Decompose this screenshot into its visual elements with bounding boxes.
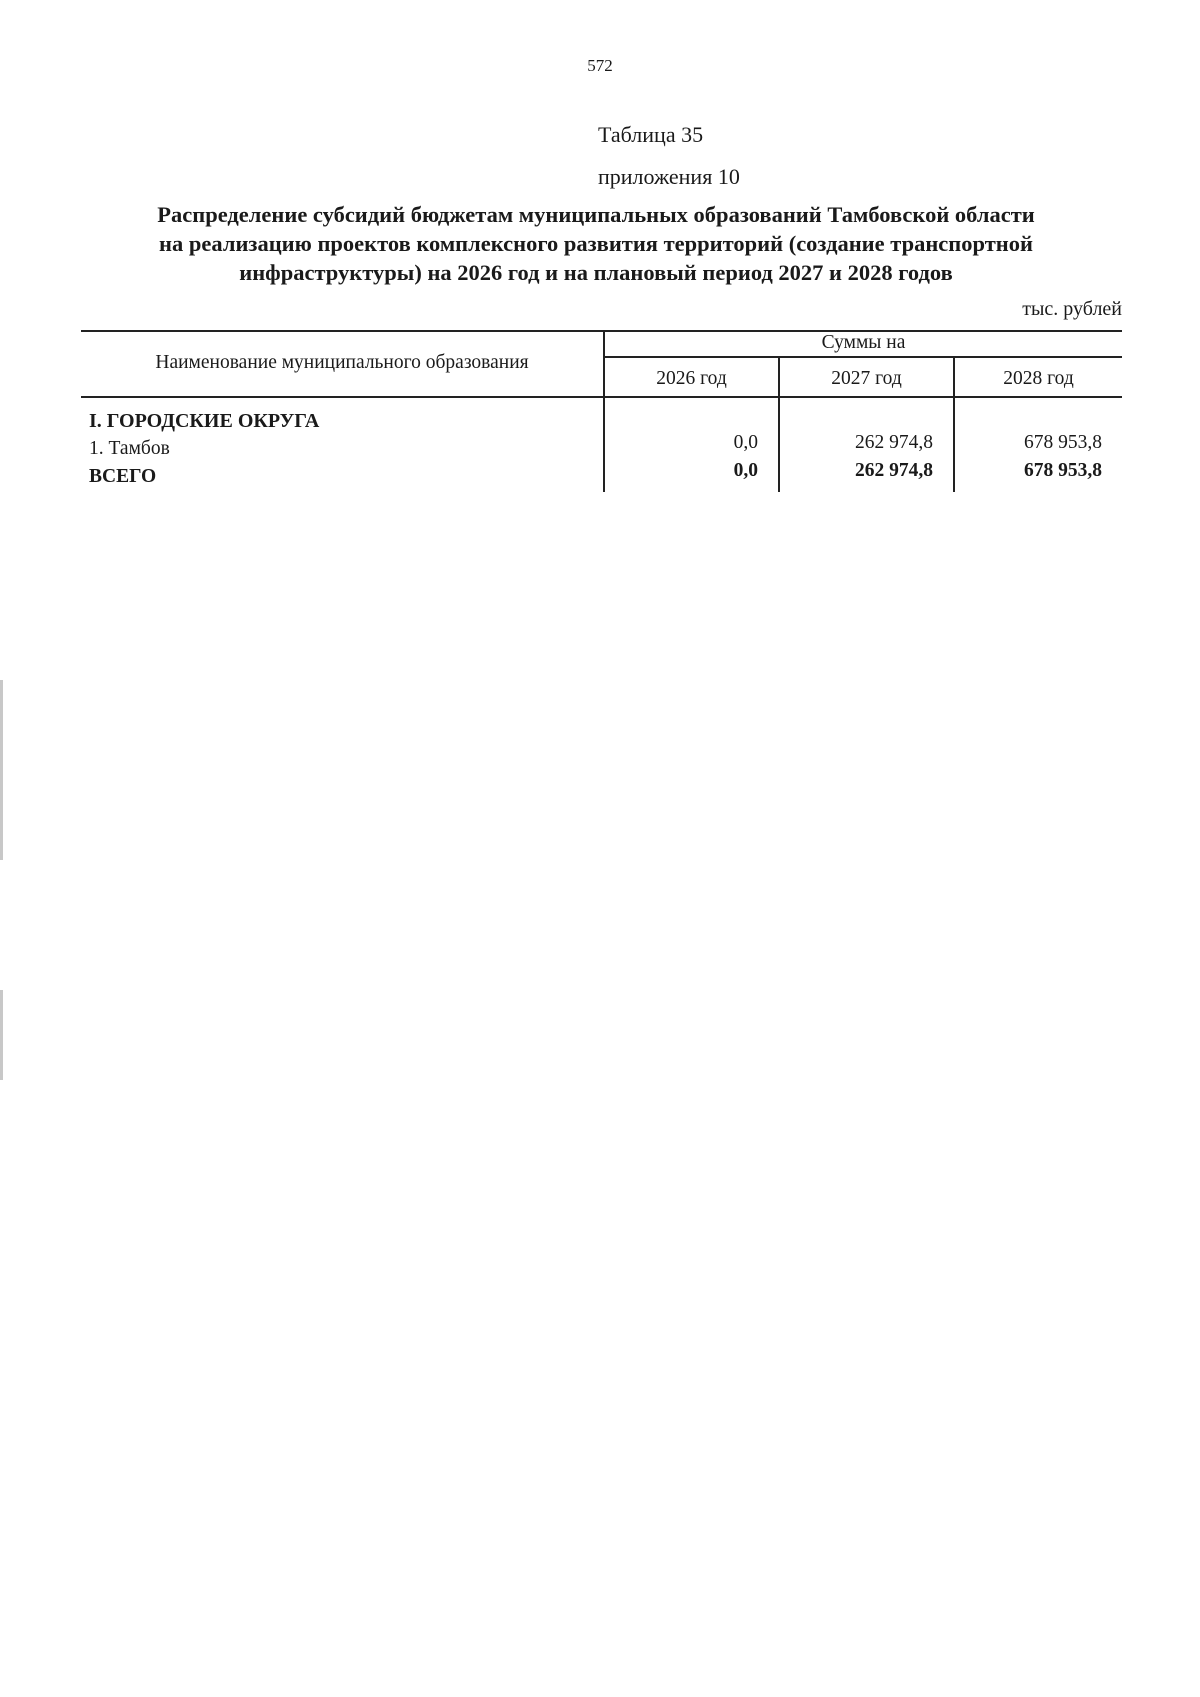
column-group-header: Суммы на bbox=[821, 332, 906, 353]
title-line: Распределение субсидий бюджетам муниципальных образований Тамбовской области bbox=[157, 202, 1035, 227]
column-header-2028: 2028 год bbox=[1003, 368, 1074, 389]
table-cell-2028: 678 953,8 bbox=[1024, 432, 1102, 453]
header-bottom-rule bbox=[81, 396, 1122, 398]
column-header-2027: 2027 год bbox=[831, 368, 902, 389]
title-line: инфраструктуры) на 2026 год и на плановый период 2027 и 2028 годов bbox=[239, 260, 953, 285]
table-total-2028: 678 953,8 bbox=[1024, 460, 1102, 481]
table-cell-2026: 0,0 bbox=[733, 432, 758, 453]
scan-top-edge bbox=[0, 0, 1200, 10]
table-total-2026: 0,0 bbox=[733, 460, 758, 481]
page-number: 572 bbox=[587, 56, 613, 75]
table-total-2027: 262 974,8 bbox=[855, 460, 933, 481]
appendix-label: приложения 10 bbox=[598, 164, 740, 189]
document-title bbox=[96, 200, 1096, 287]
column-header-2026: 2026 год bbox=[656, 368, 727, 389]
table-reference bbox=[598, 114, 740, 198]
group-header-rule bbox=[603, 356, 1122, 358]
scan-left-edge-mark bbox=[0, 990, 3, 1080]
column-header-name: Наименование муниципального образования bbox=[155, 352, 529, 373]
table-row-total-label: ВСЕГО bbox=[89, 466, 157, 487]
subsidy-table bbox=[81, 330, 1122, 490]
table-grid bbox=[81, 330, 1122, 490]
scan-left-edge-mark bbox=[0, 680, 3, 860]
table-label: Таблица 35 bbox=[598, 122, 704, 147]
table-row-municipality-name: 1. Тамбов bbox=[89, 438, 170, 459]
units-label: тыс. рублей bbox=[1022, 298, 1122, 320]
table-row-section-header: I. ГОРОДСКИЕ ОКРУГА bbox=[89, 410, 320, 432]
table-cell-2027: 262 974,8 bbox=[855, 432, 933, 453]
title-line: на реализацию проектов комплексного развития территорий (создание транспортной bbox=[159, 231, 1033, 256]
